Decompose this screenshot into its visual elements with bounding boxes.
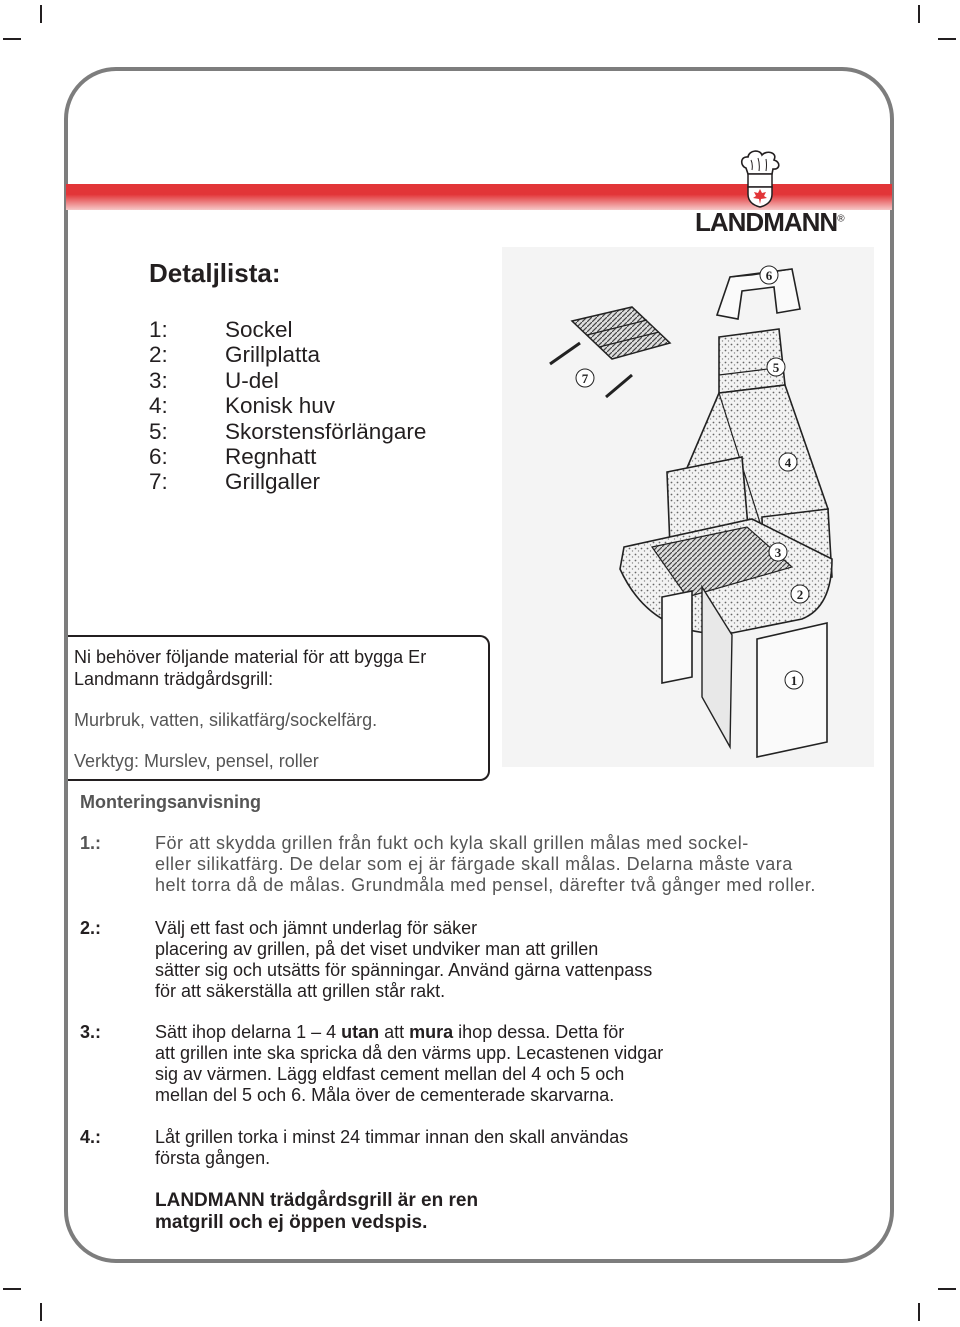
crop-mark <box>938 38 956 40</box>
list-item <box>149 469 426 494</box>
materials-list: Murbruk, vatten, silikatfärg/sockelfärg. <box>74 710 378 730</box>
illustration-label: 1 <box>790 673 798 688</box>
step-number: 3.: <box>80 1022 102 1042</box>
illustration-label: 7 <box>581 371 589 386</box>
brand-logo <box>695 207 844 238</box>
registered-mark: ® <box>837 213 844 225</box>
final-note-line2: matgrill och ej öppen vedspis. <box>155 1212 428 1233</box>
grill-exploded-illustration <box>502 247 874 767</box>
final-note <box>155 1190 478 1234</box>
step-line: första gången. <box>155 1148 271 1168</box>
emphasis-utan: utan <box>341 1022 380 1042</box>
step-line: mellan del 5 och 6. Måla över de cementerade skarvarna. <box>155 1085 615 1105</box>
grill-chef-logo <box>738 150 782 208</box>
crop-mark <box>938 1288 956 1290</box>
emphasis-mura: mura <box>409 1022 454 1042</box>
crop-mark <box>918 1303 920 1321</box>
part-label: Regnhatt <box>225 443 317 469</box>
materials-box <box>68 635 490 781</box>
brand-name: LANDMANN <box>695 207 838 237</box>
part-number: 1: <box>149 317 168 342</box>
list-item <box>149 393 426 418</box>
step-number: 4.: <box>80 1127 102 1147</box>
part-label: Skorstensförlängare <box>225 418 427 444</box>
list-item <box>149 368 426 393</box>
step-line <box>155 1022 663 1043</box>
list-item <box>149 342 426 367</box>
part-number: 6: <box>149 443 168 469</box>
illustration-label: 5 <box>772 360 780 375</box>
step-text: att <box>379 1022 410 1042</box>
parts-list <box>149 317 426 495</box>
crop-mark <box>3 1288 21 1290</box>
crop-mark <box>40 1303 42 1321</box>
illustration-label: 2 <box>796 587 804 602</box>
step-text: Sätt ihop delarna 1 – 4 <box>155 1022 342 1042</box>
step-line: placering av grillen, på det viset undviker man att grillen <box>155 939 599 959</box>
step-number: 2.: <box>80 918 102 938</box>
illustration-label: 3 <box>774 545 782 560</box>
step-line: att grillen inte ska spricka då den värms upp. Lecastenen vidgar <box>155 1043 664 1063</box>
materials-tools: Verktyg: Murslev, pensel, roller <box>74 751 319 771</box>
step-number: 1.: <box>80 833 102 853</box>
step-line: eller silikatfärg. De delar som ej är färgade skall målas. Delarna måste vara <box>155 854 793 874</box>
part-number: 3: <box>149 367 168 393</box>
part-label: Grillplatta <box>225 342 321 368</box>
list-item <box>149 317 426 342</box>
step-line: sig av värmen. Lägg eldfast cement mellan del 4 och 5 och <box>155 1064 625 1084</box>
parts-list-title: Detaljlista: <box>149 258 281 288</box>
instructions-title: Monteringsanvisning <box>80 792 262 812</box>
step-line: för att säkerställa att grillen står rakt. <box>155 981 446 1001</box>
step-line: Välj ett fast och jämnt underlag för säker <box>155 918 478 938</box>
step-line: För att skydda grillen från fukt och kyla skall grillen målas med sockel- <box>155 833 749 853</box>
part-number: 5: <box>149 418 168 444</box>
step-line: Låt grillen torka i minst 24 timmar innan den skall användas <box>155 1127 629 1147</box>
part-number: 4: <box>149 393 168 419</box>
list-item <box>149 419 426 444</box>
part-label: U-del <box>225 367 279 393</box>
crop-mark <box>918 5 920 23</box>
crop-mark <box>40 5 42 23</box>
part-number: 2: <box>149 342 168 368</box>
part-label: Konisk huv <box>225 393 336 419</box>
illustration-label: 6 <box>765 268 773 283</box>
materials-intro-line2: Landmann trädgårdsgrill: <box>74 669 274 689</box>
part-label: Sockel <box>225 317 293 342</box>
step-line: helt torra då de målas. Grundmåla med pensel, därefter två gånger med roller. <box>155 875 816 895</box>
crop-mark <box>3 38 21 40</box>
materials-intro-line1: Ni behöver följande material för att bygga Er <box>74 647 427 667</box>
part-label: Grillgaller <box>225 469 321 495</box>
step-line: sätter sig och utsätts för spänningar. Använd gärna vattenpass <box>155 960 653 980</box>
final-note-line1: LANDMANN trädgårdsgrill är en ren <box>155 1190 479 1211</box>
list-item <box>149 444 426 469</box>
step-text: ihop dessa. Detta för <box>453 1022 625 1042</box>
illustration-label: 4 <box>784 455 792 470</box>
part-number: 7: <box>149 469 168 495</box>
